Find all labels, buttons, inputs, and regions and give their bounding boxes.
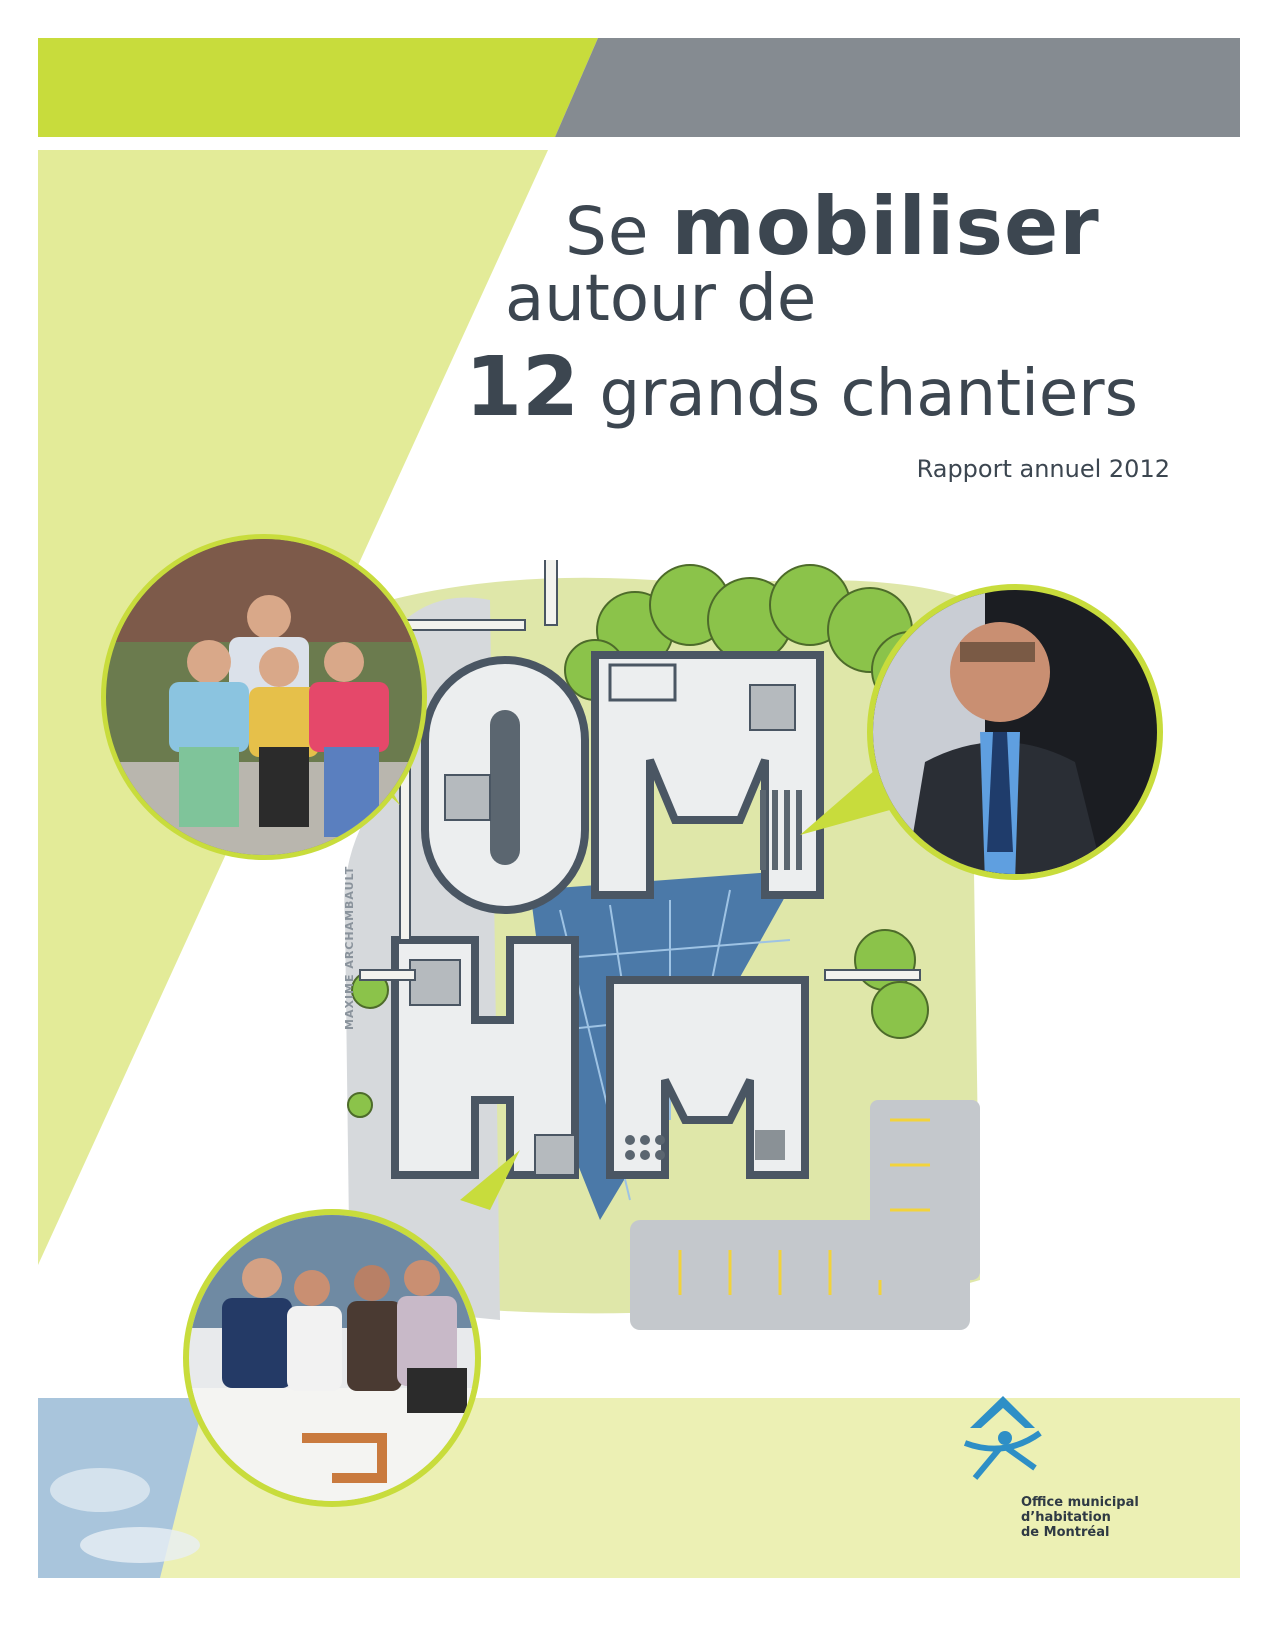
logo-line-1: Office municipal xyxy=(1021,1495,1139,1510)
title-grands-chantiers: grands chantiers xyxy=(599,357,1138,431)
title-se: Se xyxy=(565,193,650,270)
omhm-logo-icon xyxy=(955,1388,1050,1483)
logo-line-3: de Montréal xyxy=(1021,1525,1110,1540)
photo-residents xyxy=(99,532,429,862)
top-banner-grey xyxy=(555,38,1240,137)
report-subtitle: Rapport annuel 2012 xyxy=(916,455,1170,483)
title-line-2: autour de xyxy=(505,262,817,336)
logo-line-2: d’habitation xyxy=(1021,1510,1111,1525)
photo-workshop xyxy=(182,1208,482,1508)
title-number: 12 xyxy=(465,340,580,435)
title-mobiliser: mobiliser xyxy=(671,180,1100,273)
photo-speaker xyxy=(865,582,1165,882)
illustrator-credit: MAXIME ARCHAMBAULT xyxy=(343,865,356,1030)
top-banner-lime xyxy=(38,38,598,137)
omhm-logo-text xyxy=(1021,1495,1171,1540)
